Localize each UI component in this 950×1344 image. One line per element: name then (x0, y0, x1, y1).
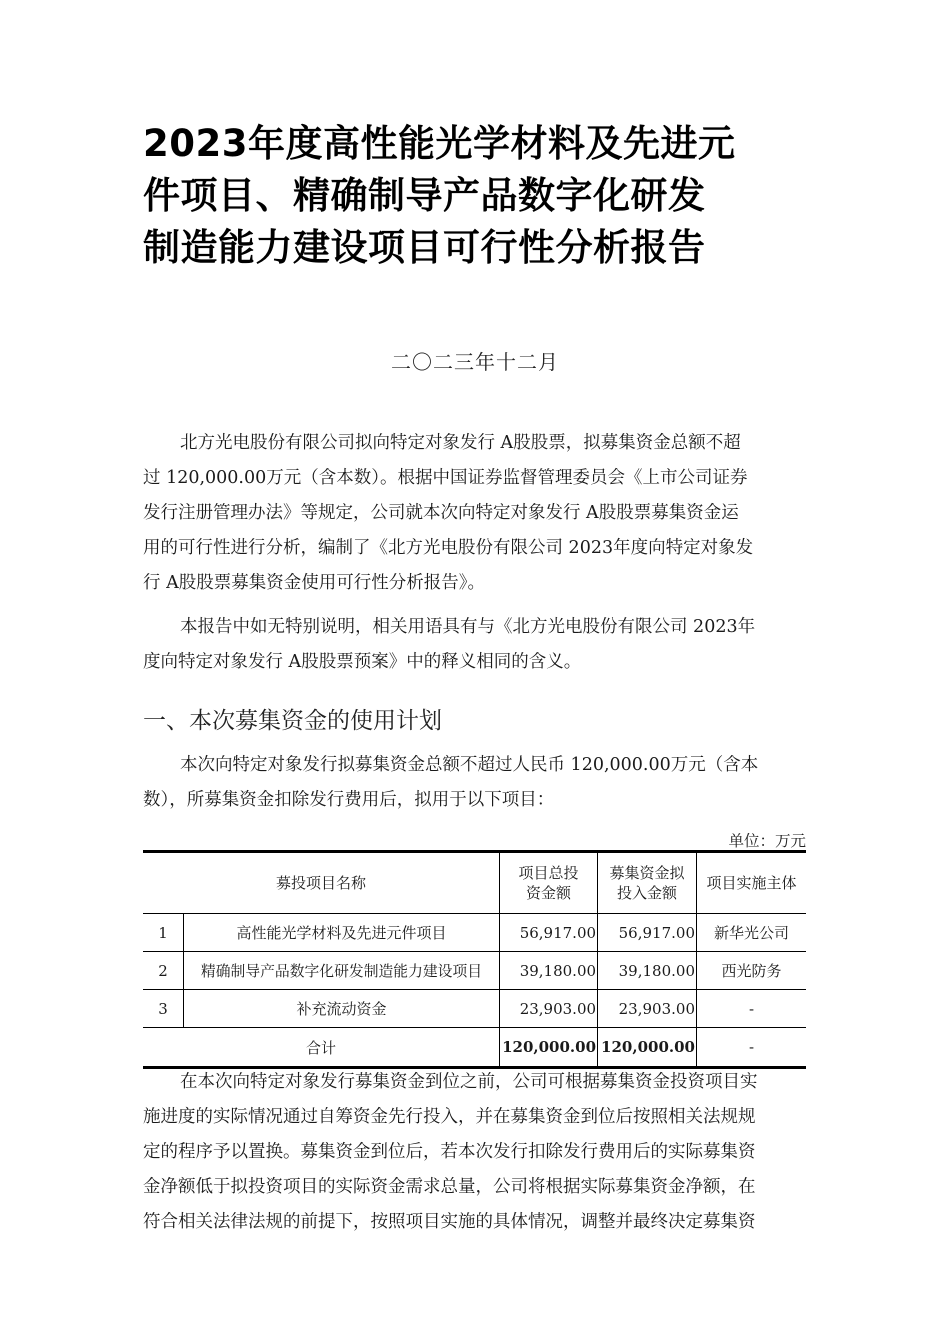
title-line: 制造能力建设项目可行性分析报告 (143, 226, 706, 269)
header-total-investment (500, 852, 598, 914)
header-line: 投入金额 (617, 884, 678, 902)
paragraph-line: 行 A股股票募集资金使用可行性分析报告》。 (143, 573, 485, 593)
title-line: 2023年度高性能光学材料及先进元 (143, 122, 736, 165)
project-name: 高性能光学材料及先进元件项目 (183, 914, 499, 952)
paragraph-line: 北方光电股份有限公司拟向特定对象发行 A股股票，拟募集资金总额不超 (180, 433, 741, 453)
raised-funds: 56,917.00 (598, 914, 697, 952)
implementer: - (696, 990, 806, 1028)
total-implementer: - (696, 1028, 806, 1068)
paragraph-line: 金净额低于拟投资项目的实际资金需求总量，公司将根据实际募集资金净额，在 (143, 1177, 756, 1197)
total-label: 合计 (143, 1028, 500, 1068)
project-name: 补充流动资金 (183, 990, 499, 1028)
row-number: 2 (143, 952, 183, 990)
table-header-row (143, 852, 806, 914)
intro-paragraph (143, 426, 808, 601)
title-line: 件项目、精确制导产品数字化研发 (143, 174, 706, 217)
table-row (143, 990, 806, 1028)
header-implementer: 项目实施主体 (696, 852, 806, 914)
paragraph-line: 在本次向特定对象发行募集资金到位之前，公司可根据募集资金投资项目实 (180, 1072, 758, 1092)
paragraph-line: 本次向特定对象发行拟募集资金总额不超过人民币 120,000.00万元（含本 (180, 755, 759, 775)
project-name: 精确制导产品数字化研发制造能力建设项目 (183, 952, 499, 990)
header-project-name: 募投项目名称 (143, 852, 500, 914)
table-row (143, 914, 806, 952)
implementer: 西光防务 (696, 952, 806, 990)
fund-use-table (143, 850, 806, 1069)
paragraph-line: 发行注册管理办法》等规定，公司就本次向特定对象发行 A股股票募集资金运 (143, 503, 739, 523)
table-total-row (143, 1028, 806, 1068)
header-line: 募集资金拟 (609, 864, 685, 882)
definitions-paragraph (143, 610, 808, 680)
paragraph-line: 度向特定对象发行 A股股票预案》中的释义相同的含义。 (143, 652, 582, 672)
row-number: 3 (143, 990, 183, 1028)
total-investment: 23,903.00 (500, 990, 598, 1028)
paragraph-line: 符合相关法律法规的前提下，按照项目实施的具体情况，调整并最终决定募集资 (143, 1212, 756, 1232)
header-raised-funds (598, 852, 697, 914)
total-investment: 56,917.00 (500, 914, 598, 952)
implementer: 新华光公司 (696, 914, 806, 952)
report-title (143, 118, 803, 274)
followup-paragraph (143, 1065, 808, 1240)
report-date: 二〇二三年十二月 (391, 350, 559, 374)
raised-funds-sum: 120,000.00 (598, 1028, 697, 1068)
header-line: 资金额 (526, 884, 572, 902)
raised-funds: 23,903.00 (598, 990, 697, 1028)
total-investment-sum: 120,000.00 (500, 1028, 598, 1068)
paragraph-line: 定的程序予以置换。募集资金到位后，若本次发行扣除发行费用后的实际募集资 (143, 1142, 756, 1162)
paragraph-line: 施进度的实际情况通过自筹资金先行投入，并在募集资金到位后按照相关法规规 (143, 1107, 756, 1127)
total-investment: 39,180.00 (500, 952, 598, 990)
paragraph-line: 本报告中如无特别说明，相关用语具有与《北方光电股份有限公司 2023年 (180, 617, 756, 637)
section-heading: 一、本次募集资金的使用计划 (143, 708, 442, 734)
unit-label: 单位：万元 (728, 832, 806, 850)
table-row (143, 952, 806, 990)
paragraph-line: 过 120,000.00万元（含本数）。根据中国证券监督管理委员会《上市公司证券 (143, 468, 748, 488)
header-line: 项目总投 (518, 864, 579, 882)
fund-plan-paragraph (143, 748, 808, 818)
raised-funds: 39,180.00 (598, 952, 697, 990)
row-number: 1 (143, 914, 183, 952)
paragraph-line: 用的可行性进行分析，编制了《北方光电股份有限公司 2023年度向特定对象发 (143, 538, 754, 558)
paragraph-line: 数），所募集资金扣除发行费用后，拟用于以下项目： (143, 790, 555, 810)
